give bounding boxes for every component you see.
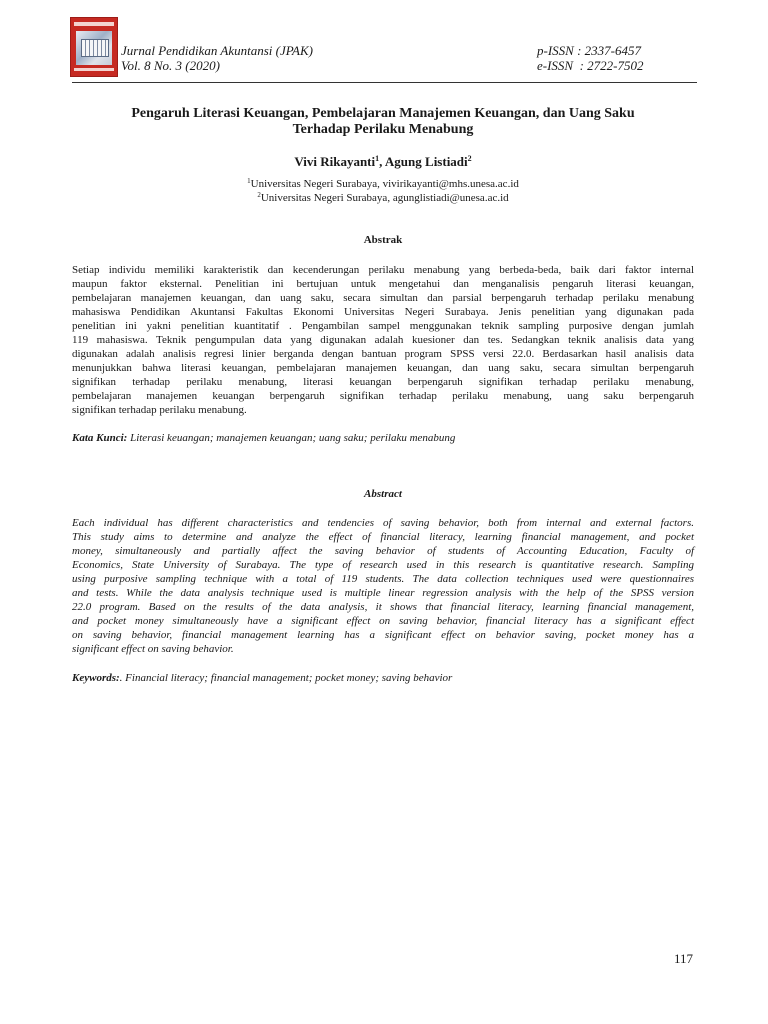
affiliation-line: $^2$Universitas Negeri Surabaya, agunglistiadi@unesa.ac.id bbox=[257, 191, 509, 204]
author-name: Agung Listiadi bbox=[384, 154, 468, 169]
journal-name: Jurnal Pendidikan Akuntansi (JPAK) bbox=[121, 43, 313, 58]
abstrak-body bbox=[72, 263, 694, 417]
author-name: Vivi Rikayanti bbox=[294, 154, 376, 169]
abstrak-line: penelitian ini yakni penelitian kuantitatif . Pengambilan sampel menggunakan teknik sampling purposive dengan jumlah bbox=[72, 320, 694, 332]
e-issn: e-ISSN : 2722-7502 bbox=[537, 58, 644, 73]
abstrak-line: mahasiswa Pendidikan Akuntansi Fakultas Ekonomi Universitas Negeri Surabaya. Jenis penelitian yang digunakan pada bbox=[72, 306, 694, 318]
abstrak-line: pembelajaran manajemen keuangan, dan uang saku, secara simultan dan parsial berpengaruh terhadap perilaku menabung bbox=[72, 292, 694, 304]
keywords-values: . Financial literacy; financial management; pocket money; saving behavior bbox=[119, 672, 453, 684]
abstract-line: This study aims to determine and analyze the effect of financial literacy, learning financial management, and pocket bbox=[72, 531, 694, 543]
abstrak-line: signifikan terhadap perilaku menabung, literasi keuangan berpengaruh signifikan terhadap perilaku menabung, bbox=[72, 376, 694, 388]
author-sup: 1 bbox=[375, 154, 380, 163]
header-divider bbox=[72, 82, 697, 83]
title-line: Terhadap Perilaku Menabung bbox=[292, 122, 474, 137]
p-issn: p-ISSN : 2337-6457 bbox=[537, 43, 641, 58]
journal-header-left bbox=[121, 43, 313, 73]
page-number: 117 bbox=[674, 951, 694, 966]
keywords bbox=[72, 671, 694, 685]
abstract-line: using purposive sampling technique with a total of 119 students. The data collection techniques used were questionnaires bbox=[72, 573, 694, 585]
abstrak-line: menunjukkan bahwa literasi keuangan, pembelajaran manajemen keuangan, dan uang saku, secara simultan berpengaruh bbox=[72, 362, 694, 374]
affiliations bbox=[72, 177, 694, 205]
abstract-line: and tests. While the data analysis technique used is multiple linear regression analysis with the help of the SPSS version bbox=[72, 587, 694, 599]
kata-kunci-values: Literasi keuangan; manajemen keuangan; uang saku; perilaku menabung bbox=[127, 432, 456, 444]
abstract-line: and pocket money simultaneously have a significant effect on saving behavior, financial literacy has a significant effect bbox=[72, 615, 694, 627]
journal-header-right bbox=[537, 43, 644, 73]
abstrak-line: Setiap individu memiliki karakteristik dan kecenderungan perilaku menabung yang berbeda-beda, baik dari faktor internal bbox=[72, 264, 694, 276]
kata-kunci-label: Kata Kunci: bbox=[72, 432, 128, 444]
abstract-heading: Abstract bbox=[364, 488, 402, 500]
abstract-line: on saving behavior, financial management learning has a significant effect on behavior saving, pocket money has a bbox=[72, 629, 694, 641]
abstrak-line: pembelajaran manajemen keuangan berpengaruh signifikan terhadap perilaku menabung, uang saku berpengaruh bbox=[72, 390, 694, 402]
journal-volume: Vol. 8 No. 3 (2020) bbox=[121, 58, 220, 73]
author-sup: 2 bbox=[467, 154, 472, 163]
author-list: Vivi Rikayanti$^1$, Agung Listiadi$^2$ bbox=[294, 154, 472, 169]
keywords-label: Keywords: bbox=[72, 672, 120, 684]
abstract-line: significant effect on saving behavior. bbox=[72, 643, 234, 655]
abstract-line: 22.0 program. Based on the results of the data analysis, it shows that financial literacy, learning financial management, bbox=[72, 601, 694, 613]
abstrak-heading: Abstrak bbox=[363, 234, 403, 246]
abstrak-line: digunakan adalah analisis regresi linier berganda dengan bantuan program SPSS versi 22.0. Berdasarkan hasil analisis data bbox=[72, 348, 694, 360]
abstract-body bbox=[72, 516, 694, 656]
title-line: Pengaruh Literasi Keuangan, Pembelajaran Manajemen Keuangan, dan Uang Saku bbox=[131, 106, 635, 121]
abstrak-line: maupun faktor eksternal. Penelitian ini bertujuan untuk mengetahui dan menganalisis pengaruh literasi keuangan, bbox=[72, 278, 694, 290]
abstract-line: money, simultaneously and partially affect the saving behavior of students of Accounting Education, Faculty of bbox=[72, 545, 694, 557]
abstrak-line: signifikan terhadap perilaku menabung. bbox=[72, 404, 247, 416]
abstract-line: Economics, State University of Surabaya. The type of research used in this research is quantitative research. Sampling bbox=[72, 559, 694, 571]
journal-logo-icon bbox=[70, 17, 118, 77]
kata-kunci bbox=[72, 431, 694, 445]
abstrak-line: 119 mahasiswa. Teknik pengumpulan data yang digunakan adalah kuesioner dan tes. Sedangkan teknik analisis data yang bbox=[72, 334, 694, 346]
affiliation-line: $^1$Universitas Negeri Surabaya, vivirikayanti@mhs.unesa.ac.id bbox=[247, 177, 519, 190]
paper-title bbox=[72, 106, 694, 138]
abstract-line: Each individual has different characteristics and tendencies of saving behavior, both from internal and external factors. bbox=[72, 517, 694, 529]
